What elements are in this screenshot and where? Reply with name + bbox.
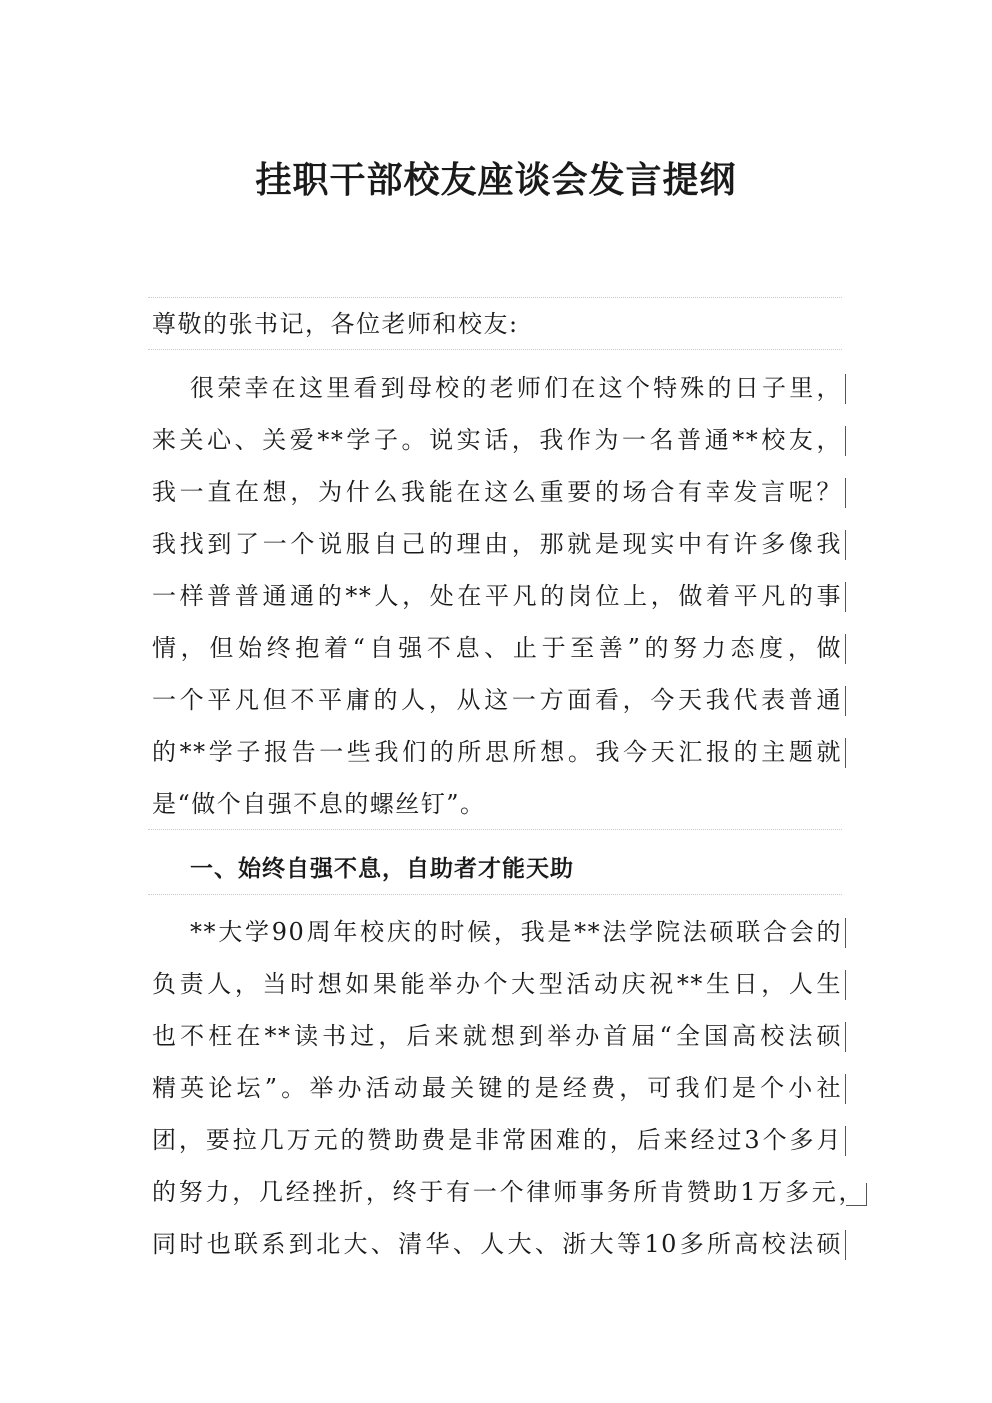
section-heading: 一、始终自强不息，自助者才能天助 [190, 856, 574, 882]
margin-mark [845, 970, 846, 1000]
margin-mark [845, 1022, 846, 1052]
paragraph-line: 一样普普通通的**人，处在平凡的岗位上，做着平凡的事 [152, 582, 842, 610]
paragraph-line: 我找到了一个说服自己的理由，那就是现实中有许多像我 [152, 530, 842, 558]
margin-mark [845, 374, 846, 404]
margin-mark [845, 582, 846, 612]
paragraph-line: 来关心、关爱**学子。说实话，我作为一名普通**校友， [152, 426, 842, 454]
document-title: 挂职干部校友座谈会发言提纲 [255, 159, 737, 201]
margin-mark [845, 634, 846, 664]
margin-mark [845, 738, 846, 768]
dotted-divider [148, 829, 842, 830]
salutation: 尊敬的张书记，各位老师和校友: [152, 310, 519, 338]
margin-mark [845, 478, 846, 508]
paragraph-line: 很荣幸在这里看到母校的老师们在这个特殊的日子里， [190, 374, 842, 402]
paragraph-line: 我一直在想，为什么我能在这么重要的场合有幸发言呢？ [152, 478, 842, 506]
dotted-divider [148, 349, 842, 350]
margin-mark [845, 918, 846, 948]
margin-mark [845, 1126, 846, 1156]
paragraph-line: 的**学子报告一些我们的所思所想。我今天汇报的主题就 [152, 738, 842, 766]
paragraph-line: 同时也联系到北大、清华、人大、浙大等10多所高校法硕 [152, 1230, 842, 1258]
paragraph-line: **大学90周年校庆的时候，我是**法学院法硕联合会的 [190, 918, 842, 946]
paragraph-line: 一个平凡但不平庸的人，从这一方面看，今天我代表普通 [152, 686, 842, 714]
margin-mark [845, 426, 846, 456]
paragraph-line: 的努力，几经挫折，终于有一个律师事务所肯赞助1万多元， [152, 1178, 864, 1206]
margin-mark [845, 686, 846, 716]
margin-corner-mark [846, 1183, 867, 1206]
paragraph-line: 也不枉在**读书过，后来就想到举办首届“全国高校法硕 [152, 1022, 842, 1050]
paragraph-line: 情，但始终抱着“自强不息、止于至善”的努力态度，做 [152, 634, 842, 662]
paragraph-line: 团，要拉几万元的赞助费是非常困难的，后来经过3个多月 [152, 1126, 842, 1154]
paragraph-line: 负责人，当时想如果能举办个大型活动庆祝**生日，人生 [152, 970, 842, 998]
paragraph-line: 是“做个自强不息的螺丝钉”。 [152, 790, 486, 818]
paragraph-line: 精英论坛”。举办活动最关键的是经费，可我们是个小社 [152, 1074, 842, 1102]
margin-mark [845, 1074, 846, 1104]
margin-mark [845, 1230, 846, 1260]
dotted-divider [148, 894, 842, 895]
margin-mark [845, 530, 846, 560]
